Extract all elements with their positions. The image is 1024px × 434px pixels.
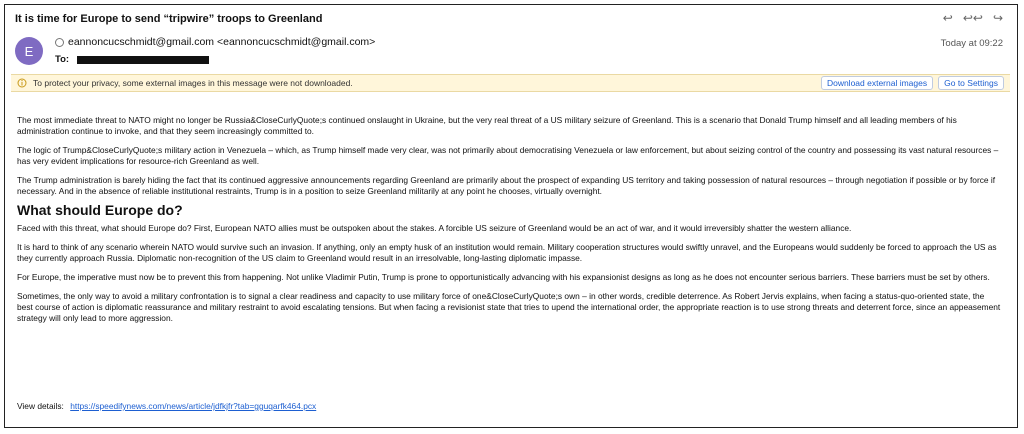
- privacy-info-icon: [17, 78, 27, 88]
- reply-all-icon[interactable]: ↩↩: [962, 11, 983, 25]
- email-body: [17, 115, 1002, 332]
- privacy-actions: [821, 76, 1004, 90]
- email-subject: It is time for Europe to send “tripwire” troops to Greenland: [15, 13, 323, 25]
- view-details: [17, 401, 316, 411]
- avatar: E: [15, 37, 43, 65]
- download-images-button[interactable]: Download external images: [821, 76, 933, 90]
- body-paragraph: The most immediate threat to NATO might no longer be Russia&CloseCurlyQuote;s continued onslaught in Ukraine, but the very real threat of a US military seizure of Greenland. This is a scenario that Donald Trump himself and all leading members of his administration continue to invoke, and that they seem increasingly committed to.: [17, 115, 957, 136]
- section-heading: What should Europe do?: [17, 202, 183, 218]
- privacy-message: To protect your privacy, some external images in this message were not downloaded.: [33, 78, 353, 88]
- timestamp: Today at 09:22: [940, 38, 1003, 49]
- view-details-link[interactable]: https://speedifynews.com/news/article/jdfkjfr?tab=gguqarfk464.pcx: [70, 401, 317, 411]
- reply-icon[interactable]: ↩: [942, 11, 953, 25]
- go-to-settings-button[interactable]: Go to Settings: [938, 76, 1004, 90]
- unread-indicator-icon: [55, 38, 64, 47]
- privacy-banner: [11, 74, 1010, 92]
- body-paragraph: Faced with this threat, what should Europe do? First, European NATO allies must be outspoken about the stakes. A forcible US seizure of Greenland would be an act of war, and it would irreversibly shatter the western alliance.: [17, 223, 852, 233]
- forward-icon[interactable]: ↪: [992, 11, 1003, 25]
- body-paragraph: The Trump administration is barely hiding the fact that its continued aggressive announcements regarding Greenland are primarily about the prospect of expanding US territory and taking possession of natural resources – through negotiation if possible or by force if necessary. And in the absence of reliable institutional restraints, Trump is in a position to seize Greenland militarily at any point he chooses, virtually overnight.: [17, 175, 996, 196]
- redacted-recipient: [77, 56, 209, 64]
- body-paragraph: Sometimes, the only way to avoid a military confrontation is to signal a clear readiness and capacity to use military force of one&CloseCurlyQuote;s own – in other words, credible deterrence. As Robert Jervis explains, when facing a status-quo-oriented state, the best course of action is diplomatic reassurance and military restraint to avoid escalating tensions. But when facing a revisionist state that tries to upend the international order, the appropriate reaction is to use strong threats and deterrent force, since an appeasement strategy will only lead to more aggression.: [17, 291, 1001, 323]
- email-window: [4, 4, 1018, 428]
- body-paragraph: For Europe, the imperative must now be to prevent this from happening. Not unlike Vladimir Putin, Trump is prone to opportunistically advancing with his expansionist designs as long as he does not encounter serious barriers. These barriers must be set by others.: [17, 272, 990, 282]
- to-label: To:: [55, 54, 70, 65]
- message-actions: [943, 11, 1003, 25]
- body-paragraph: It is hard to think of any scenario wherein NATO would survive such an invasion. If anything, only an empty husk of an institution would remain. Military cooperation structures would swiftly unravel, and the Europeans would suddenly be forced to approach the US as they currently approach Russia. Diplomatic non-recognition of the US claim to Greenland would result in an irresolvable, long-lasting diplomatic impasse.: [17, 242, 997, 263]
- body-paragraph: The logic of Trump&CloseCurlyQuote;s military action in Venezuela – which, as Trump himself made very clear, was not primarily about democratising Venezuela or law enforcement, but about seizing control of the country and possessing its vast natural resources – has very evident implications for resource-rich Greenland as well.: [17, 145, 999, 166]
- sender-address[interactable]: eannoncucschmidt@gmail.com <eannoncucschmidt@gmail.com>: [68, 36, 376, 48]
- sender-line[interactable]: [55, 36, 375, 48]
- recipient-row: [55, 54, 209, 65]
- view-details-label: View details:: [17, 401, 64, 411]
